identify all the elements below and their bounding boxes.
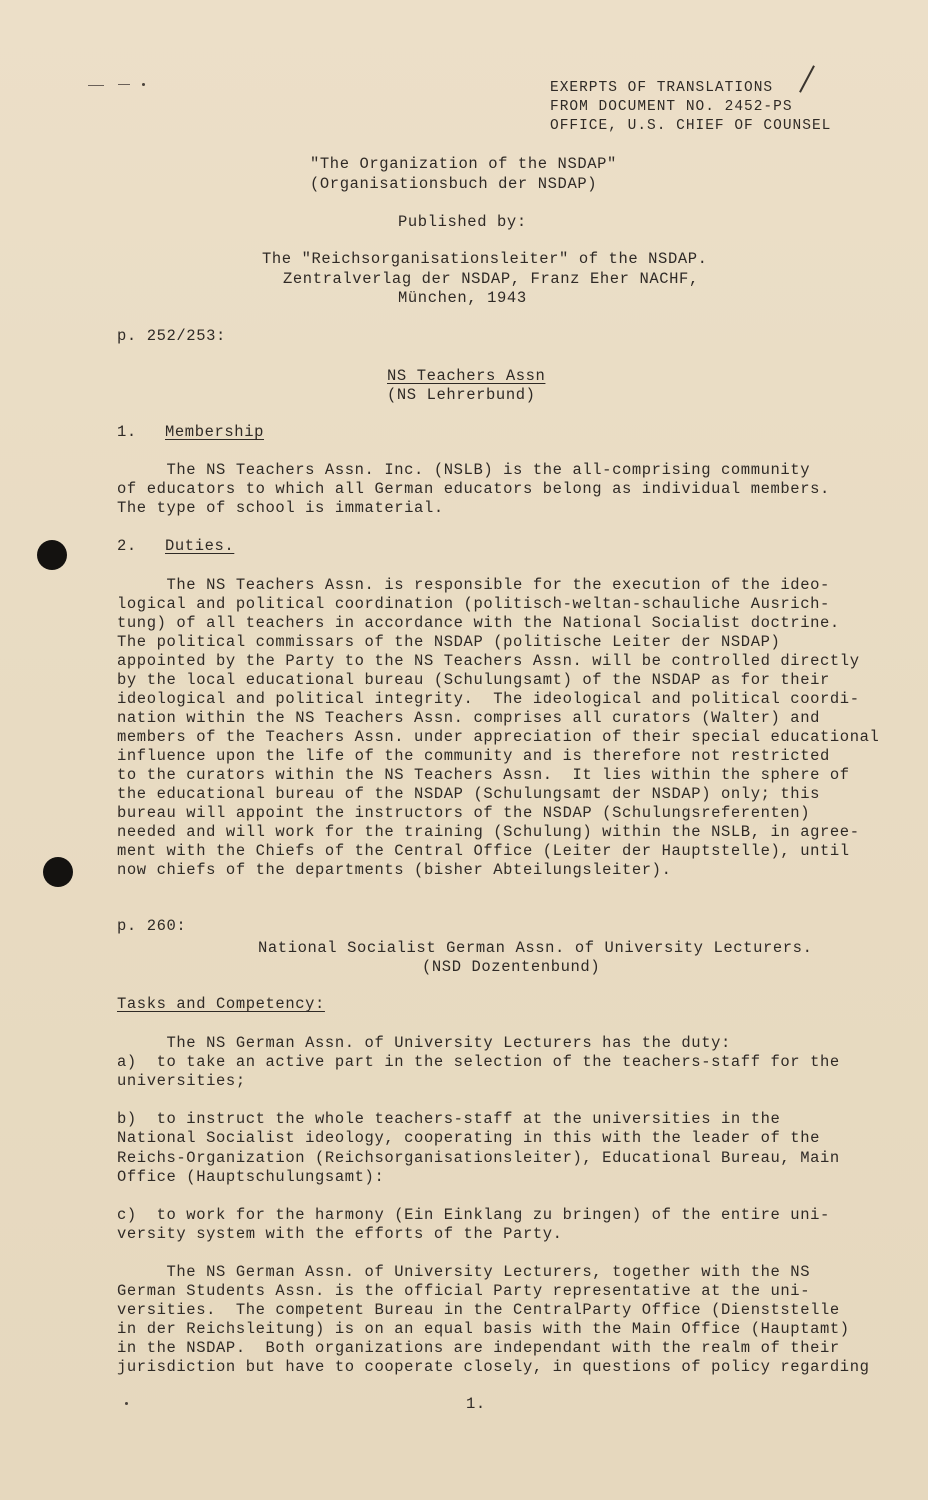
section-heading: NS Teachers Assn	[387, 367, 546, 385]
pencil-mark	[88, 85, 104, 86]
paragraph-line: ideological and political integrity. The ideological and political coordi-	[117, 690, 860, 708]
page-number: 1.	[466, 1395, 486, 1413]
published-by: Published by:	[398, 213, 527, 231]
paragraph-line: members of the Teachers Assn. under appreciation of their special educational	[117, 728, 880, 746]
paragraph-line: The NS Teachers Assn. Inc. (NSLB) is the all-comprising community	[117, 461, 811, 479]
paragraph-line: National Socialist ideology, cooperating in this with the leader of the	[117, 1129, 821, 1147]
item-title: Duties.	[165, 537, 235, 555]
item-number: 1.	[117, 423, 137, 441]
paragraph-line: by the local educational bureau (Schulungsamt) of the NSDAP as for their	[117, 671, 830, 689]
tasks-heading: Tasks and Competency:	[117, 995, 325, 1013]
paragraph-line: The type of school is immaterial.	[117, 499, 444, 517]
page-reference: p. 260:	[117, 917, 187, 935]
paragraph-line: in der Reichsleitung) is on an equal basis with the Main Office (Hauptamt)	[117, 1320, 850, 1338]
paragraph-line: nation within the NS Teachers Assn. comprises all curators (Walter) and	[117, 709, 821, 727]
paragraph-line: needed and will work for the training (Schulung) within the NSLB, in agree-	[117, 823, 860, 841]
paragraph-line: ment with the Chiefs of the Central Office (Leiter der Hauptstelle), until	[117, 842, 850, 860]
paragraph-line: to the curators within the NS Teachers Assn. It lies within the sphere of	[117, 766, 850, 784]
paragraph-line: bureau will appoint the instructors of the NSDAP (Schulungsreferenten)	[117, 804, 811, 822]
section-subheading: (NS Lehrerbund)	[387, 386, 536, 404]
paragraph-line: The NS German Assn. of University Lecturers has the duty:	[117, 1034, 731, 1052]
item-title: Membership	[165, 423, 265, 441]
item-number: 2.	[117, 537, 137, 555]
header-line-1: EXERPTS OF TRANSLATIONS	[550, 80, 774, 96]
publisher-line-2: Zentralverlag der NSDAP, Franz Eher NACHF,	[283, 270, 699, 288]
paragraph-line: The NS German Assn. of University Lecturers, together with the NS	[117, 1263, 811, 1281]
paragraph-line: versities. The competent Bureau in the CentralParty Office (Dienststelle	[117, 1301, 840, 1319]
paragraph-line: in the NSDAP. Both organizations are independant with the realm of their	[117, 1339, 840, 1357]
paragraph-line: now chiefs of the departments (bisher Abteilungsleiter).	[117, 861, 672, 879]
paragraph-line: influence upon the life of the community and is therefore not restricted	[117, 747, 830, 765]
paragraph-line: of educators to which all German educators belong as individual members.	[117, 480, 830, 498]
paragraph-line: tung) of all teachers in accordance with the National Socialist doctrine.	[117, 614, 840, 632]
check-mark	[799, 65, 815, 92]
header-line-2: FROM DOCUMENT NO. 2452-PS	[550, 99, 793, 115]
paragraph-line: b) to instruct the whole teachers-staff at the universities in the	[117, 1110, 781, 1128]
publisher-line-1: The "Reichsorganisationsleiter" of the NSDAP.	[262, 250, 708, 268]
stray-dot	[125, 1402, 128, 1405]
title-line-2: (Organisationsbuch der NSDAP)	[310, 175, 598, 193]
paragraph-line: The NS Teachers Assn. is responsible for the execution of the ideo-	[117, 576, 830, 594]
publisher-line-3: München, 1943	[398, 289, 527, 307]
pencil-dot	[142, 83, 145, 86]
paragraph-line: logical and political coordination (politisch-weltan-schauliche Ausrich-	[117, 595, 830, 613]
punch-hole	[37, 540, 67, 570]
section-subheading: (NSD Dozentenbund)	[422, 958, 601, 976]
paragraph-line: the educational bureau of the NSDAP (Schulungsamt der NSDAP) only; this	[117, 785, 821, 803]
paragraph-line: c) to work for the harmony (Ein Einklang zu bringen) of the entire uni-	[117, 1206, 830, 1224]
section-heading: National Socialist German Assn. of University Lecturers.	[258, 939, 813, 957]
paragraph-line: Reichs-Organization (Reichsorganisationsleiter), Educational Bureau, Main	[117, 1149, 840, 1167]
paragraph-line: Office (Hauptschulungsamt):	[117, 1168, 385, 1186]
paragraph-line: jurisdiction but have to cooperate closely, in questions of policy regarding	[117, 1358, 870, 1376]
paragraph-line: versity system with the efforts of the Party.	[117, 1225, 563, 1243]
page-reference: p. 252/253:	[117, 327, 226, 345]
paragraph-line: universities;	[117, 1072, 246, 1090]
header-line-3: OFFICE, U.S. CHIEF OF COUNSEL	[550, 118, 832, 134]
paragraph-line: The political commissars of the NSDAP (politische Leiter der NSDAP)	[117, 633, 781, 651]
paragraph-line: appointed by the Party to the NS Teachers Assn. will be controlled directly	[117, 652, 860, 670]
paragraph-line: a) to take an active part in the selection of the teachers-staff for the	[117, 1053, 840, 1071]
title-line-1: "The Organization of the NSDAP"	[310, 155, 617, 173]
paragraph-line: German Students Assn. is the official Party representative at the uni-	[117, 1282, 811, 1300]
punch-hole	[43, 857, 73, 887]
pencil-mark	[118, 84, 130, 85]
